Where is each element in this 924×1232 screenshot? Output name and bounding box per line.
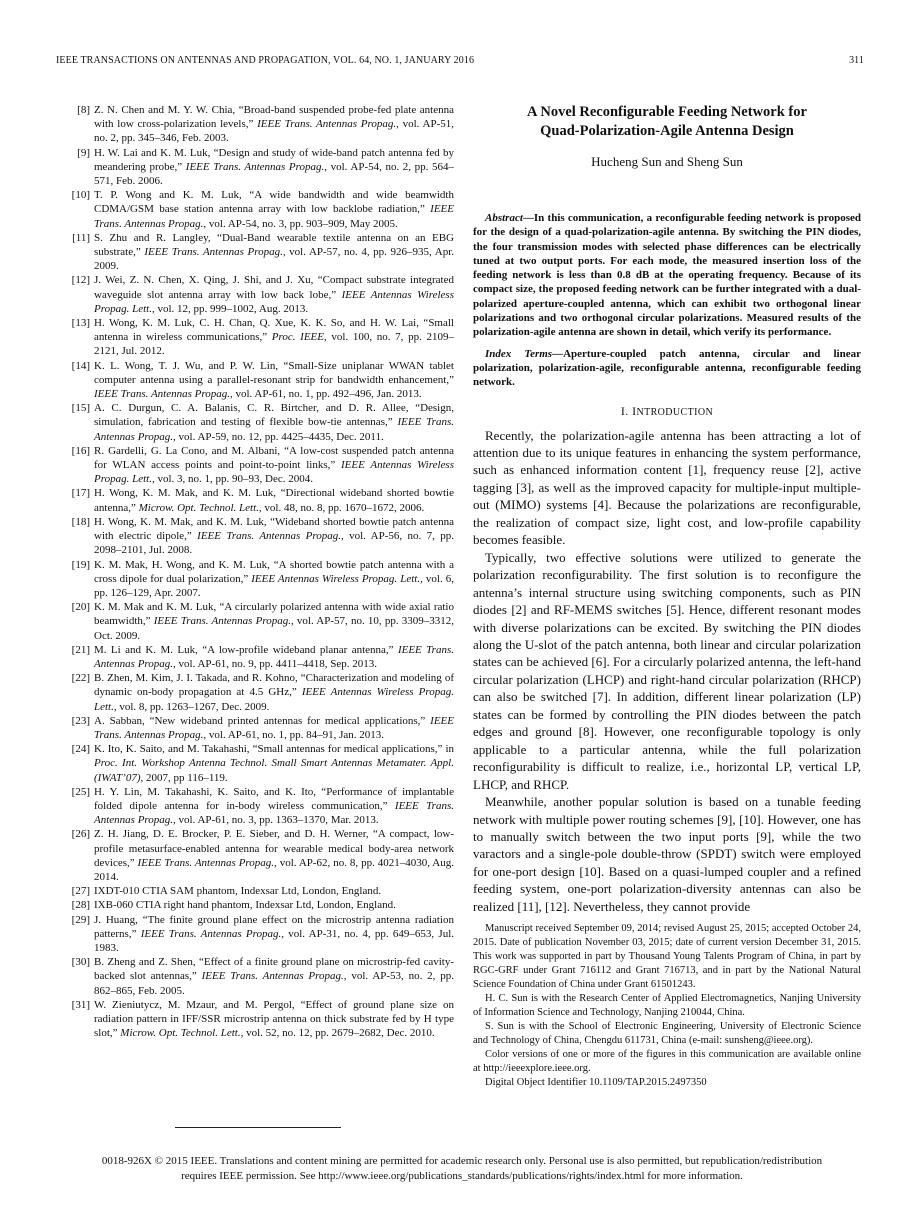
reference-post: , vol. AP-57, no. 4, pp. 926–935, Apr. 2009. <box>94 246 455 273</box>
reference-item <box>62 600 454 643</box>
reference-num: [11] <box>72 231 90 244</box>
reference-journal: IEEE Trans. Antennas Propag. <box>140 927 282 940</box>
reference-pre: Z. N. Chen and M. Y. W. Chia, “Broad-band suspended probe-fed plate antenna with low cross-polarization levels,” <box>94 104 454 131</box>
reference-num: [23] <box>71 714 90 727</box>
abstract-label: Abstract <box>485 212 523 224</box>
reference-post: , vol. AP-31, no. 4, pp. 649–653, Jul. 1983. <box>94 927 455 954</box>
reference-post: , vol. 6, pp. 126–129, Apr. 2007. <box>94 572 454 599</box>
reference-pre: K. Ito, K. Saito, and M. Takahashi, “Small antennas for medical applications,” in <box>94 743 454 756</box>
reference-item <box>62 188 454 231</box>
reference-item <box>62 401 454 444</box>
reference-num: [19] <box>71 558 90 571</box>
reference-journal: IEEE Antennas Wireless Propag. Lett. <box>94 288 454 315</box>
paragraph: Recently, the polarization-agile antenna has been attracting a lot of attention due to its unique features in enhancing the system performance, such as enhanced information content [1], frequency reuse [2], active tagging [3], as well as the improved capacity for multiple-input multiple-out (MIMO) systems [4]. Because the polarizations are reconfigurable, the realization of compact size, light cost, and low-profile capability becomes feasible. <box>473 427 861 548</box>
reference-item <box>62 231 454 274</box>
body-text <box>473 427 861 916</box>
reference-num: [16] <box>71 444 90 457</box>
index-terms-text: —Aperture-coupled patch antenna, circular and linear polarization, polarization-agile, reconfigurable antenna, reconfigurable feeding network. <box>473 347 861 389</box>
reference-num: [25] <box>71 785 90 798</box>
reference-num: [27] <box>71 885 90 898</box>
reference-pre: R. Gardelli, G. La Cono, and M. Albani, “A low-cost suspended patch antenna for WLAN access points and point-to-point links,” <box>94 444 454 472</box>
reference-journal: Proc. IEEE <box>271 331 324 344</box>
reference-item <box>62 486 454 514</box>
reference-pre: K. M. Mak and K. M. Luk, “A circularly polarized antenna with wide axial ratio beamwidth,” <box>94 601 454 628</box>
reference-post: , vol. AP-51, no. 2, pp. 345–346, Feb. 2003. <box>94 118 454 145</box>
references-list <box>62 103 454 1040</box>
section-number: I. <box>620 403 629 418</box>
reference-journal: IEEE Trans. Antennas Propag. <box>94 203 454 230</box>
reference-num: [20] <box>71 601 90 614</box>
reference-journal: IEEE Trans. Antennas Propag. <box>94 416 454 443</box>
reference-pre: IXB-060 CTIA right hand phantom, Indexsar Ltd, London, England. <box>94 899 396 912</box>
reference-pre: B. Zheng and Z. Shen, “Effect of a finite ground plane on microstrip-fed cavity-backed slot antennas,” <box>94 956 454 983</box>
reference-journal: IEEE Trans. Antennas Propag. <box>94 388 230 401</box>
reference-journal: IEEE Antennas Wireless Propag. Lett. <box>94 686 454 713</box>
page-number: 311 <box>849 55 864 66</box>
reference-item <box>62 913 454 956</box>
reference-post: , vol. AP-62, no. 8, pp. 4021–4030, Aug. 2014. <box>94 856 455 883</box>
paragraph: Typically, two effective solutions were utilized to generate the polarization reconfigurability. The first solution is to reconfigure the antenna’s internal structure using switching components, such as PIN diodes [2] and RF-MEMS switches [5]. Hence, different resonant modes with diverse polarizations can be excited. By switching the PIN diodes along the U-slot of the patch antenna, both linear and circular polarization states can be achieved [6]. For a circularly polarized antenna, the left-hand circular polarization (LHCP) and right-hand circular polarization (RHCP) can also be switched [7]. In addition, different linear polarization (LP) states can be formed by controlling the PIN diodes between the patch edges and ground [8]. However, one reconfigurable topology is only applicable to a particular antenna, while the full polarization reconfigurability is difficult to realize, i.e., horizontal LP, vertical LP, LHCP, and RHCP. <box>473 549 862 792</box>
reference-item <box>62 146 454 189</box>
reference-journal: IEEE Trans. Antennas Propag. <box>185 160 325 173</box>
reference-pre: H. Wong, K. M. Mak, and K. M. Luk, “Wideband shorted bowtie patch antenna with electric dipole,” <box>94 515 454 543</box>
reference-journal: Microw. Opt. Technol. Lett. <box>138 501 259 514</box>
reference-journal: IEEE Trans. Antennas Propag. <box>153 615 291 628</box>
reference-journal: IEEE Trans. Antennas Propag. <box>137 856 275 869</box>
reference-item <box>62 898 454 912</box>
reference-pre: B. Zhen, M. Kim, J. I. Takada, and R. Kohno, “Characterization and modeling of dynamic on-body propagation at 4.5 GHz,” <box>94 672 454 699</box>
reference-num: [28] <box>71 899 90 912</box>
copyright-footer <box>40 1154 884 1183</box>
reference-pre: K. L. Wong, T. J. Wu, and P. W. Lin, “Small-Size uniplanar WWAN tablet computer antenna using a parallel-resonant strip for bandwidth enhancement,” <box>94 359 454 386</box>
reference-num: [14] <box>71 359 90 372</box>
reference-post: , vol. AP-61, no. 1, pp. 84–91, Jan. 2013. <box>203 728 384 741</box>
reference-pre: H. Wong, K. M. Luk, C. H. Chan, Q. Xue, K. K. So, and H. W. Lai, “Small antenna in wireless communications,” <box>94 317 454 344</box>
abstract-text: —In this communication, a reconfigurable feeding network is proposed for the design of a quad-polarization-agile antenna. By switching the PIN diodes, the four transmission modes with selected phase differences can be electrically tuned at two output ports. For each mode, the measured insertion loss of the feeding network is less than 0.8 dB at the operating frequency. Because of its compact size, the proposed feeding network can be further integrated with a dual-polarized aperture-coupled antenna, which can exhibit two orthogonal linear polarizations and two orthogonal circular polarizations. Measured results of the polarization-agile antenna are shown in detail, which verify its performance. <box>473 212 861 339</box>
reference-num: [24] <box>71 743 90 756</box>
reference-num: [12] <box>71 274 90 287</box>
reference-pre: T. P. Wong and K. M. Luk, “A wide bandwidth and wide beamwidth CDMA/GSM base station antenna array with low backlobe radiation,” <box>94 189 454 216</box>
reference-pre: J. Huang, “The finite ground plane effect on the microstrip antenna radiation patterns,” <box>94 913 454 940</box>
reference-num: [26] <box>71 828 90 841</box>
reference-item <box>62 316 454 359</box>
footnote-manuscript: Manuscript received September 09, 2014; revised August 25, 2015; accepted October 24, 2015. Date of publication November 03, 2015; date of current version December 31, 2015. This work was supported in part by Thousand Young Talents Program of China, in part by RGC-GRF under Grant 716112 and Grant 716713, and in part by the National Natural Science Foundation of China under Grant 61501243. <box>473 923 861 991</box>
column-end-rule <box>175 1127 341 1128</box>
reference-post: , vol. AP-59, no. 12, pp. 4425–4435, Dec. 2011. <box>173 430 384 443</box>
authors: Hucheng Sun and Sheng Sun <box>591 154 743 169</box>
reference-pre: M. Li and K. M. Luk, “A low-profile wideband planar antenna,” <box>94 643 398 656</box>
reference-post: , vol. AP-57, no. 10, pp. 3309–3312, Oct. 2009. <box>94 615 454 642</box>
paragraph: Meanwhile, another popular solution is based on a tunable feeding network with multiple power routing schemes [9], [10]. However, one has to manually switch between the two input ports [9], while the two varactors and a single-pole double-throw (SPDT) switch were employed for one-port design [10]. Based on a quasi-lumped coupler and a refined feeding system, one-port polarization-diversity antennas can also be realized [11], [12]. Nevertheless, they cannot provide <box>473 794 861 914</box>
reference-post: , vol. AP-53, no. 2, pp. 862–865, Feb. 2005. <box>94 970 454 997</box>
footnote-color: Color versions of one or more of the figures in this communication are available online at http://ieeexplore.ieee.org. <box>473 1049 861 1075</box>
reference-item <box>62 714 454 742</box>
reference-item <box>62 998 454 1041</box>
title-line-2: Quad-Polarization-Agile Antenna Design <box>540 123 794 139</box>
reference-journal: IEEE Antennas Wireless Propag. Lett. <box>94 459 454 486</box>
reference-pre: A. Sabban, “New wideband printed antennas for medical applications,” <box>94 714 431 727</box>
reference-num: [21] <box>71 643 90 656</box>
article-title <box>473 103 861 141</box>
reference-post: , vol. AP-56, no. 7, pp. 2098–2101, Jul. 2008. <box>94 530 454 557</box>
reference-num: [30] <box>71 956 90 969</box>
reference-num: [9] <box>77 146 90 159</box>
reference-num: [8] <box>77 104 90 116</box>
section-title-rest: NTRODUCTION <box>636 406 714 418</box>
reference-post: , 2007, pp 116–119. <box>140 771 228 784</box>
reference-journal: IEEE Trans. Antennas Propag. <box>197 530 341 543</box>
section-heading <box>473 404 861 419</box>
reference-journal: IEEE Trans. Antennas Propag. <box>94 643 454 670</box>
article-column <box>473 103 861 1090</box>
footnote-author-1: H. C. Sun is with the Research Center of Applied Electromagnetics, Nanjing University of Information Science and Technology, Nanjing 210044, China. <box>473 993 861 1019</box>
reference-pre: A. C. Durgun, C. A. Balanis, C. R. Birtcher, and D. R. Allee, “Design, simulation, fabrication and testing of flexible bow-tie antennas,” <box>94 402 454 429</box>
reference-pre: IXDT-010 CTIA SAM phantom, Indexsar Ltd, London, England. <box>94 885 382 898</box>
reference-item <box>62 742 454 785</box>
title-line-1: A Novel Reconfigurable Feeding Network for <box>527 104 807 120</box>
reference-num: [29] <box>71 913 90 926</box>
reference-num: [13] <box>71 317 90 330</box>
copyright-line-1: 0018-926X © 2015 IEEE. Translations and content mining are permitted for academic research only. Personal use is also permitted, but republication/redistribution <box>101 1155 823 1167</box>
reference-item <box>62 444 454 487</box>
reference-num: [17] <box>71 487 90 500</box>
reference-journal: IEEE Trans. Antennas Propag. <box>257 118 397 131</box>
reference-item <box>62 955 454 998</box>
reference-item <box>62 515 454 558</box>
reference-item <box>62 103 454 146</box>
reference-post: , vol. 8, pp. 1263–1267, Dec. 2009. <box>113 700 270 713</box>
reference-post: , vol. 3, no. 1, pp. 90–93, Dec. 2004. <box>151 473 313 486</box>
reference-journal: Microw. Opt. Technol. Lett. <box>120 1027 241 1040</box>
reference-post: , vol. 48, no. 8, pp. 1670–1672, 2006. <box>258 501 425 514</box>
reference-pre: H. W. Lai and K. M. Luk, “Design and study of wide-band patch antenna fed by meandering probe,” <box>94 146 454 173</box>
reference-item <box>62 884 454 898</box>
reference-post: , vol. 12, pp. 999–1002, Aug. 2013. <box>151 302 309 315</box>
abstract <box>473 211 861 340</box>
reference-journal: IEEE Trans. Antennas Propag. <box>144 246 283 259</box>
reference-post: , vol. AP-61, no. 9, pp. 4411–4418, Sep. 2013. <box>173 657 378 670</box>
reference-post: , vol. AP-54, no. 2, pp. 564–571, Feb. 2006. <box>94 160 454 188</box>
footnotes <box>473 922 861 1090</box>
reference-pre: H. Wong, K. M. Mak, and K. M. Luk, “Directional wideband shorted bowtie antenna,” <box>94 487 454 514</box>
reference-post: , vol. 100, no. 7, pp. 2109–2121, Jul. 2012. <box>94 331 454 358</box>
reference-item <box>62 558 454 601</box>
reference-pre: W. Zieniutycz, M. Mzaur, and M. Pergol, “Effect of ground plane size on radiation pattern in IFF/SSR microstrip antenna on thick substrate fed by H type slot,” <box>94 998 454 1040</box>
reference-journal: IEEE Trans. Antennas Propag. <box>94 714 454 741</box>
reference-item <box>62 359 454 402</box>
reference-journal: IEEE Antennas Wireless Propag. Lett. <box>251 572 421 585</box>
reference-pre: K. M. Mak, H. Wong, and K. M. Luk, “A shorted bowtie patch antenna with a cross dipole for dual polarization,” <box>94 558 454 585</box>
reference-pre: J. Wei, Z. N. Chen, X. Qing, J. Shi, and J. Xu, “Compact substrate integrated waveguide slot antenna array with low back lobe,” <box>94 274 454 301</box>
reference-pre: Z. H. Jiang, D. E. Brocker, P. E. Sieber, and D. H. Werner, “A compact, low-profile metasurface-enabled antenna for wearable medical body-area network devices,” <box>94 828 454 869</box>
reference-num: [22] <box>71 672 90 685</box>
reference-item <box>62 671 454 714</box>
running-header <box>56 55 864 66</box>
footnote-doi: Digital Object Identifier 10.1109/TAP.2015.2497350 <box>485 1077 707 1089</box>
reference-post: , vol. 52, no. 12, pp. 2679–2682, Dec. 2010. <box>240 1027 435 1040</box>
reference-journal: Proc. Int. Workshop Antenna Technol. Small Smart Antennas Metamater. Appl. (IWAT’07) <box>94 757 454 784</box>
footnote-author-2: S. Sun is with the School of Electronic Engineering, University of Electronic Science and Technology of China, Chengdu 611731, China (e-mail: sunsheng@ieee.org). <box>473 1021 861 1047</box>
reference-item <box>62 785 454 828</box>
reference-post: , vol. AP-61, no. 1, pp. 492–496, Jan. 2013. <box>229 388 422 401</box>
reference-num: [31] <box>71 998 90 1011</box>
section-initial: I <box>632 403 637 418</box>
reference-item <box>62 827 454 884</box>
reference-journal: IEEE Trans. Antennas Propag. <box>94 799 454 827</box>
journal-header: IEEE TRANSACTIONS ON ANTENNAS AND PROPAGATION, VOL. 64, NO. 1, JANUARY 2016 <box>56 55 475 66</box>
reference-post: , vol. AP-54, no. 3, pp. 903–909, May 2005. <box>203 217 398 230</box>
reference-pre: S. Zhu and R. Langley, “Dual-Band wearable textile antenna on an EBG substrate,” <box>94 231 454 259</box>
reference-num: [18] <box>71 515 90 528</box>
reference-pre: H. Y. Lin, M. Takahashi, K. Saito, and K. Ito, “Performance of implantable folded dipole antenna for in-body wireless communication,” <box>94 785 454 812</box>
reference-post: , vol. AP-61, no. 3, pp. 1363–1370, Mar. 2013. <box>173 814 379 827</box>
reference-item <box>62 273 454 316</box>
index-terms-label: Index Terms <box>485 347 553 360</box>
copyright-line-2: requires IEEE permission. See http://www.ieee.org/publications_standards/publications/rights/index.html for more information. <box>181 1169 743 1182</box>
reference-num: [15] <box>71 402 90 415</box>
reference-item <box>62 643 454 671</box>
reference-journal: IEEE Trans. Antennas Propag. <box>201 970 344 983</box>
reference-num: [10] <box>71 189 90 202</box>
index-terms <box>473 347 861 390</box>
